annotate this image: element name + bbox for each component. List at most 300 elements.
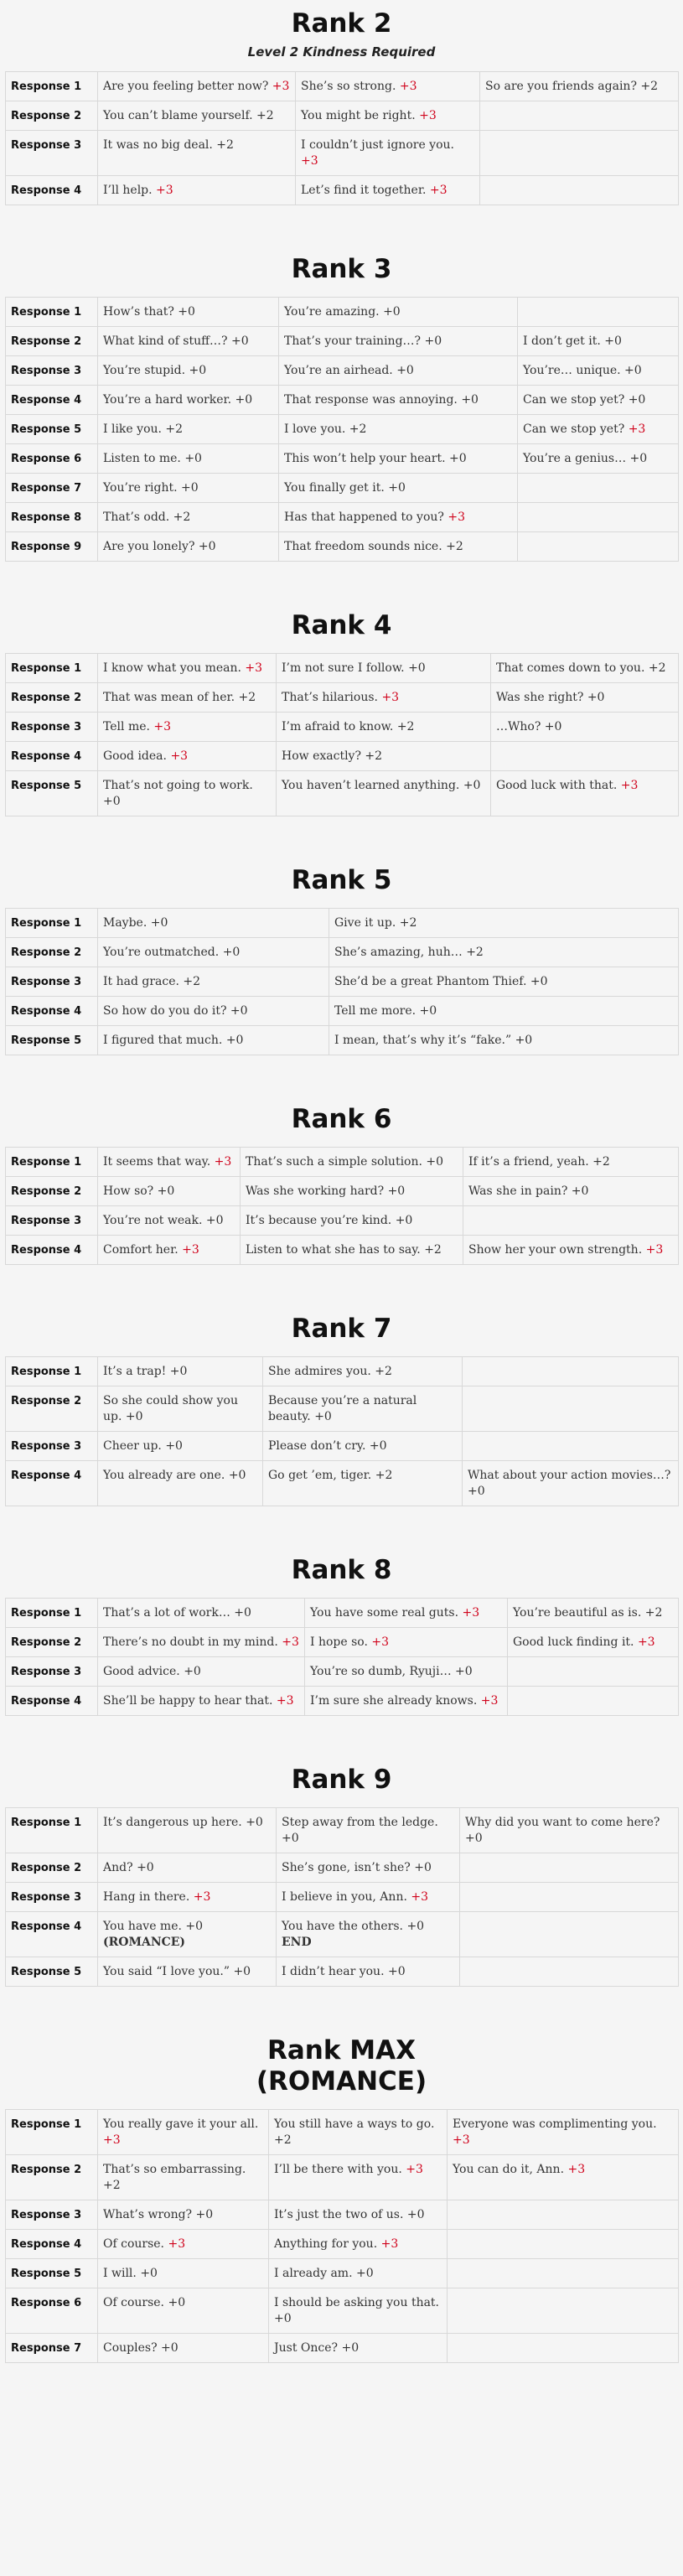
response-option (448, 2200, 679, 2230)
rank-title: Rank MAX (ROMANCE) (256, 2035, 427, 2097)
response-option (296, 72, 480, 101)
points-value: +3 (214, 1155, 232, 1169)
table-row (6, 1912, 679, 1957)
response-option (241, 1236, 463, 1265)
response-option (277, 771, 491, 816)
points-value: +0 (341, 2341, 360, 2355)
response-option (98, 2200, 269, 2230)
response-label: Response 5 (6, 2259, 98, 2288)
points-value: +0 (455, 1665, 473, 1678)
response-option (98, 1461, 263, 1506)
response-option (269, 2230, 448, 2259)
response-option (460, 1883, 679, 1912)
response-option (98, 415, 279, 444)
points-value: +2 (349, 422, 367, 436)
response-label: Response 2 (6, 1628, 98, 1657)
points-value: +2 (375, 1469, 393, 1482)
response-text: Cheer up. (103, 1439, 162, 1453)
table-row (6, 938, 679, 967)
response-option (98, 909, 329, 938)
response-option (508, 1687, 679, 1716)
response-option (269, 2155, 448, 2200)
points-value: +0 (406, 2208, 425, 2221)
response-text: Was she in pain? (468, 1184, 568, 1198)
table-row (6, 327, 679, 356)
response-text: You haven’t learned anything. (282, 779, 460, 792)
response-option (98, 2110, 269, 2155)
response-option (491, 654, 679, 683)
response-text: Of course. (103, 2237, 165, 2251)
table-row (6, 1177, 679, 1206)
points-value: +2 (399, 916, 417, 930)
points-value: +3 (453, 2133, 470, 2147)
response-option (277, 683, 491, 713)
table-row (6, 909, 679, 938)
points-value: +3 (567, 2163, 586, 2176)
response-text: She’s gone, isn’t she? (282, 1861, 411, 1874)
response-option (448, 2334, 679, 2363)
response-text: You’re outmatched. (103, 946, 220, 959)
points-value: +0 (137, 1861, 154, 1874)
response-option (480, 72, 679, 101)
response-text: She’s amazing, huh… (334, 946, 463, 959)
response-option (480, 131, 679, 176)
response-option (518, 503, 679, 532)
response-text: That’s hilarious. (282, 691, 378, 704)
response-text: Couples? (103, 2341, 158, 2355)
response-option (480, 176, 679, 205)
response-option (463, 1148, 679, 1177)
response-option (98, 1883, 277, 1912)
response-option (98, 503, 279, 532)
table-row (6, 2110, 679, 2155)
rank-title: Rank 3 (291, 254, 392, 284)
response-text: That’s your training…? (284, 334, 422, 348)
table-row (6, 2200, 679, 2230)
response-text: You said “I love you.” (103, 1965, 230, 1978)
points-value: +3 (462, 1606, 480, 1620)
points-value: +0 (448, 452, 467, 465)
response-option (98, 1599, 305, 1628)
response-text: Are you feeling better now? (103, 80, 269, 93)
response-option (277, 742, 491, 771)
response-option (277, 1853, 460, 1883)
response-label: Response 1 (6, 1148, 98, 1177)
response-option (460, 1853, 679, 1883)
points-value: +0 (419, 1004, 437, 1018)
response-text: Can we stop yet? (523, 422, 625, 436)
points-value: +0 (184, 452, 202, 465)
response-label: Response 3 (6, 713, 98, 742)
response-text: Because you’re a natural beauty. (268, 1394, 417, 1423)
points-value: +0 (515, 1034, 533, 1047)
points-value: +2 (238, 691, 256, 704)
response-option (518, 356, 679, 386)
response-text: That’s so embarrassing. (103, 2163, 246, 2176)
response-option (329, 909, 679, 938)
response-text: I didn’t hear you. (282, 1965, 385, 1978)
points-value: +2 (256, 109, 274, 122)
points-value: +0 (231, 334, 249, 348)
table-row (6, 2155, 679, 2200)
response-text: It had grace. (103, 975, 179, 988)
response-label: Response 4 (6, 386, 98, 415)
response-option (491, 771, 679, 816)
response-option (98, 683, 277, 713)
response-table (5, 71, 679, 205)
response-text: Why did you want to come here? (465, 1816, 660, 1829)
response-text: Just Once? (274, 2341, 339, 2355)
points-value: +3 (103, 2133, 121, 2147)
points-value: +3 (620, 779, 639, 792)
response-option (518, 415, 679, 444)
response-text: You’re amazing. (284, 305, 380, 319)
response-option (269, 2288, 448, 2334)
response-label: Response 7 (6, 474, 98, 503)
points-value: +3 (182, 1243, 199, 1257)
response-option (98, 386, 279, 415)
points-value: +0 (157, 1184, 175, 1198)
points-value: +2 (396, 720, 415, 733)
response-text: If it’s a friend, yeah. (468, 1155, 589, 1169)
rank-title: Rank 9 (291, 1765, 392, 1795)
response-text: Good idea. (103, 749, 167, 763)
response-option (98, 1026, 329, 1055)
points-value: +0 (140, 2267, 158, 2280)
points-value: +0 (274, 2312, 292, 2325)
points-value: +2 (424, 1243, 442, 1257)
response-option (296, 176, 480, 205)
response-option (98, 2230, 269, 2259)
response-text: You finally get it. (284, 481, 385, 495)
response-label: Response 1 (6, 654, 98, 683)
table-row (6, 742, 679, 771)
response-option (279, 327, 518, 356)
table-row (6, 1957, 679, 1987)
response-table (5, 653, 679, 816)
points-value: +3 (156, 184, 173, 197)
points-value: +2 (648, 661, 666, 675)
response-option (305, 1687, 508, 1716)
response-option (460, 1957, 679, 1987)
points-value: +3 (411, 1890, 428, 1904)
response-text: You’re an airhead. (284, 364, 393, 377)
response-text: So are you friends again? (485, 80, 637, 93)
response-option (98, 1957, 277, 1987)
response-option (98, 713, 277, 742)
response-table (5, 2109, 679, 2363)
response-text: I believe in you, Ann. (282, 1890, 407, 1904)
response-text: How’s that? (103, 305, 174, 319)
points-value: +0 (628, 393, 646, 407)
points-value: +3 (628, 422, 646, 436)
points-value: +0 (388, 481, 406, 495)
response-option (463, 1461, 679, 1506)
response-label: Response 4 (6, 2230, 98, 2259)
points-value: +3 (193, 1890, 211, 1904)
response-option (98, 1853, 277, 1883)
points-value: +0 (181, 481, 199, 495)
points-value: +0 (463, 779, 481, 792)
points-value: +0 (571, 1184, 589, 1198)
response-option (508, 1657, 679, 1687)
response-table (5, 297, 679, 562)
response-text: Anything for you. (274, 2237, 378, 2251)
response-text: Listen to what she has to say. (246, 1243, 421, 1257)
response-label: Response 6 (6, 444, 98, 474)
response-text: You’re beautiful as is. (513, 1606, 642, 1620)
response-label: Response 3 (6, 1883, 98, 1912)
response-label: Response 2 (6, 1177, 98, 1206)
response-option (463, 1177, 679, 1206)
points-value: +0 (387, 1965, 406, 1978)
points-value: +2 (173, 511, 191, 524)
response-option (448, 2259, 679, 2288)
response-option (518, 444, 679, 474)
response-option (241, 1177, 463, 1206)
response-option (98, 131, 296, 176)
points-value: +3 (380, 2237, 399, 2251)
response-text: You’re a genius… (523, 452, 627, 465)
points-value: +0 (161, 2341, 179, 2355)
response-text: How exactly? (282, 749, 361, 763)
response-text: Can we stop yet? (523, 393, 625, 407)
rank-title: Rank 5 (291, 865, 392, 895)
response-text: Let’s find it together. (301, 184, 427, 197)
points-value: +0 (185, 1920, 204, 1933)
response-option (508, 1599, 679, 1628)
response-option (98, 1386, 263, 1432)
response-option (463, 1432, 679, 1461)
points-value: +0 (414, 1861, 432, 1874)
table-row (6, 1236, 679, 1265)
response-option (518, 474, 679, 503)
response-option (98, 2155, 269, 2200)
response-text: That’s a lot of work… (103, 1606, 230, 1620)
response-option (279, 474, 518, 503)
response-option (329, 997, 679, 1026)
response-option (329, 938, 679, 967)
points-value: +2 (216, 138, 234, 152)
response-text: You have the others. (282, 1920, 403, 1933)
response-label: Response 3 (6, 2200, 98, 2230)
points-value: +0 (369, 1439, 387, 1453)
response-option (98, 327, 279, 356)
response-label: Response 2 (6, 938, 98, 967)
points-value: +0 (150, 916, 168, 930)
response-label: Response 5 (6, 415, 98, 444)
points-value: +0 (355, 2267, 374, 2280)
response-label: Response 2 (6, 1853, 98, 1883)
rank-section (5, 1314, 678, 1506)
response-text: There’s no doubt in my mind. (103, 1635, 278, 1649)
points-value: +0 (195, 2208, 214, 2221)
response-option (269, 2110, 448, 2155)
response-option (98, 938, 329, 967)
response-text: I couldn’t just ignore you. (301, 138, 454, 152)
points-value: +0 (198, 540, 216, 553)
response-text: Was she right? (496, 691, 584, 704)
response-text: What’s wrong? (103, 2208, 193, 2221)
response-text: I already am. (274, 2267, 353, 2280)
points-value: +0 (230, 1004, 248, 1018)
response-text: Has that happened to you? (284, 511, 444, 524)
response-text: This won’t help your heart. (284, 452, 446, 465)
table-row (6, 1599, 679, 1628)
response-option (98, 967, 329, 997)
response-label: Response 1 (6, 2110, 98, 2155)
table-row (6, 1808, 679, 1853)
response-text: What about your action movies…? (468, 1469, 671, 1482)
response-text: How so? (103, 1184, 154, 1198)
points-value: +0 (235, 393, 253, 407)
points-value: +2 (644, 1606, 663, 1620)
response-option (277, 654, 491, 683)
points-value: +2 (365, 749, 383, 763)
points-value: +3 (301, 154, 318, 168)
points-value: +0 (395, 1214, 413, 1227)
response-option (329, 967, 679, 997)
response-label: Response 1 (6, 1808, 98, 1853)
response-text: She’ll be happy to hear that. (103, 1694, 273, 1708)
response-text: Everyone was complimenting you. (453, 2117, 657, 2131)
response-option (279, 532, 518, 562)
response-text: Was she working hard? (246, 1184, 385, 1198)
response-table (5, 1807, 679, 1987)
rank-guide (5, 0, 678, 2363)
response-label: Response 5 (6, 771, 98, 816)
response-option (241, 1148, 463, 1177)
table-row (6, 1206, 679, 1236)
points-value: +0 (189, 364, 207, 377)
response-text: So how do you do it? (103, 1004, 227, 1018)
response-text: Of course. (103, 2296, 165, 2309)
response-text: It’s just the two of us. (274, 2208, 404, 2221)
table-row (6, 474, 679, 503)
response-label: Response 5 (6, 1026, 98, 1055)
response-option (463, 1206, 679, 1236)
response-text: That’s odd. (103, 511, 170, 524)
response-option (98, 2334, 269, 2363)
response-text: Are you lonely? (103, 540, 195, 553)
points-value: +0 (246, 1816, 263, 1829)
table-row (6, 713, 679, 742)
table-row (6, 1657, 679, 1687)
response-text: Give it up. (334, 916, 396, 930)
table-row (6, 997, 679, 1026)
response-option (269, 2259, 448, 2288)
response-label: Response 4 (6, 1912, 98, 1957)
response-option (98, 298, 279, 327)
response-text: That freedom sounds nice. (284, 540, 442, 553)
points-value: +0 (228, 1469, 246, 1482)
response-option (277, 1808, 460, 1853)
response-option (448, 2288, 679, 2334)
points-value: +2 (466, 946, 484, 959)
response-text: It’s dangerous up here. (103, 1816, 242, 1829)
response-option (279, 298, 518, 327)
points-value: +3 (645, 1243, 664, 1257)
table-row (6, 2288, 679, 2334)
table-row (6, 2259, 679, 2288)
response-text: That was mean of her. (103, 691, 235, 704)
response-option (460, 1808, 679, 1853)
response-text: Good advice. (103, 1665, 180, 1678)
response-text: You really gave it your all. (103, 2117, 259, 2131)
response-option (463, 1236, 679, 1265)
response-text: She’s so strong. (301, 80, 396, 93)
response-text: You’re not weak. (103, 1214, 203, 1227)
points-value: +3 (272, 80, 290, 93)
response-text: I’m sure she already knows. (310, 1694, 478, 1708)
table-row (6, 2230, 679, 2259)
response-text: …Who? (496, 720, 541, 733)
response-option (98, 1808, 277, 1853)
table-row (6, 683, 679, 713)
response-text: You’re right. (103, 481, 178, 495)
table-row (6, 1357, 679, 1386)
points-value: +3 (153, 720, 172, 733)
points-value: +0 (282, 1832, 299, 1845)
points-value: +3 (282, 1635, 299, 1649)
response-text: I’ll help. (103, 184, 153, 197)
table-row (6, 415, 679, 444)
table-row (6, 101, 679, 131)
points-value: +0 (225, 1034, 244, 1047)
response-option (279, 503, 518, 532)
response-option (98, 176, 296, 205)
response-text: Go get ’em, tiger. (268, 1469, 372, 1482)
response-option (463, 1357, 679, 1386)
response-text: Maybe. (103, 916, 147, 930)
response-text: I love you. (284, 422, 346, 436)
response-text: I know what you mean. (103, 661, 241, 675)
points-value: +0 (396, 364, 414, 377)
points-value: +0 (233, 1965, 251, 1978)
response-option (98, 444, 279, 474)
points-value: +2 (274, 2133, 292, 2147)
response-text: That’s not going to work. (103, 779, 253, 792)
response-option (491, 683, 679, 713)
response-text: And? (103, 1861, 133, 1874)
response-option (305, 1628, 508, 1657)
response-option (448, 2110, 679, 2155)
response-option (448, 2230, 679, 2259)
rank-section (5, 1555, 678, 1716)
table-row (6, 2334, 679, 2363)
table-row (6, 1687, 679, 1716)
points-value: +0 (125, 1410, 143, 1423)
response-text: That’s such a simple solution. (246, 1155, 422, 1169)
response-option (98, 1206, 241, 1236)
response-text: You’re a hard worker. (103, 393, 232, 407)
response-option (98, 356, 279, 386)
response-option (279, 415, 518, 444)
response-label: Response 8 (6, 503, 98, 532)
response-option (463, 1386, 679, 1432)
response-text: Good luck with that. (496, 779, 618, 792)
points-value: +2 (592, 1155, 610, 1169)
response-option (329, 1026, 679, 1055)
table-row (6, 131, 679, 176)
points-value: +0 (587, 691, 605, 704)
response-label: Response 4 (6, 742, 98, 771)
response-text: Listen to me. (103, 452, 181, 465)
response-text: So she could show you up. (103, 1394, 238, 1423)
response-text: I’ll be there with you. (274, 2163, 402, 2176)
points-value: +3 (480, 1694, 499, 1708)
points-value: +0 (234, 1606, 251, 1620)
